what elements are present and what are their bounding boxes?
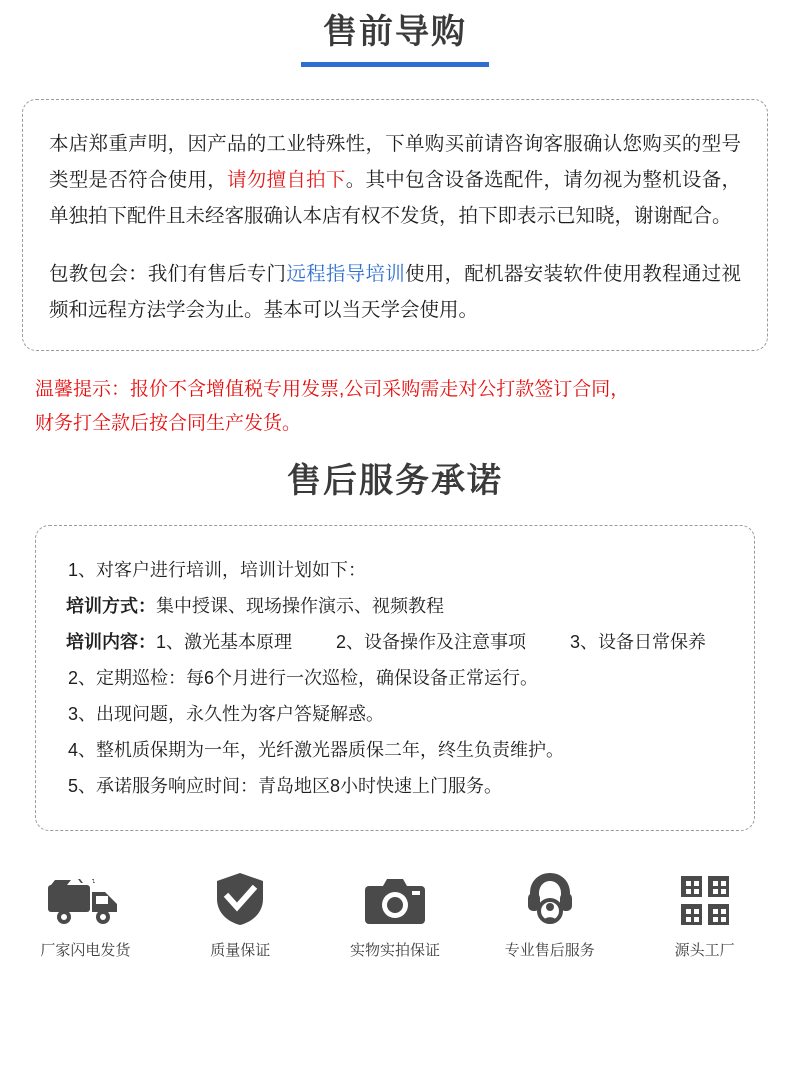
feature-row (0, 865, 790, 960)
factory-icon (649, 865, 760, 927)
aftersale-train-content (66, 624, 728, 660)
presale-p1-highlight: 请勿擅自拍下 (227, 169, 346, 192)
presale-p1-part1: 本店郑重声明，因产品的工业特殊性，下单购买前请咨询客服确认您购买的型号类型是否符合使用， (49, 133, 741, 192)
train-content-2: 2、设备操作及注意事项 (336, 631, 527, 652)
feature-item-shipping (30, 865, 141, 960)
presale-title-underline (301, 62, 489, 67)
warm-tip-label: 温馨提示： (35, 379, 131, 401)
aftersale-train-method (66, 588, 728, 624)
train-content-3: 3、设备日常保养 (570, 631, 707, 652)
feature-item-factory (649, 865, 760, 960)
truck-icon (30, 865, 141, 927)
presale-p1-part2: 。其中包含设备选配件，请勿视为整机设备，单独拍下配件且未经客服确认本店有权不发货，拍下即表示已知晓，谢谢配合。 (49, 169, 741, 228)
camera-icon (340, 865, 451, 927)
feature-item-support (494, 865, 605, 960)
feature-label-factory: 源头工厂 (674, 941, 735, 959)
presale-p2-part2: 使用，配机器安装软件使用教程通过视频和远程方法学会为止。基本可以当天学会使用。 (49, 263, 741, 322)
feature-item-quality (185, 865, 296, 960)
headset-icon (494, 865, 605, 927)
presale-title: 售前导购 (323, 13, 467, 51)
feature-label-photo: 实物实拍保证 (349, 941, 440, 959)
feature-label-quality: 质量保证 (210, 941, 271, 959)
aftersale-item-5: 5、承诺服务响应时间：青岛地区8小时快速上门服务。 (68, 775, 503, 796)
aftersale-box (35, 525, 755, 831)
presale-box (22, 99, 768, 351)
aftersale-title: 售后服务承诺 (287, 462, 503, 501)
aftersale-item-1: 1、对客户进行培训，培训计划如下： (68, 559, 367, 580)
shield-check-icon (185, 865, 296, 927)
presale-paragraph-2 (49, 256, 741, 328)
warm-tip-line-2: 财务打全款后按合同生产发货。 (35, 413, 302, 435)
presale-paragraph-1 (49, 126, 741, 234)
warm-tip (35, 373, 755, 441)
feature-item-photo (340, 865, 451, 960)
feature-label-support: 专业售后服务 (504, 941, 595, 959)
train-method-label: 培训方式： (66, 595, 156, 616)
warm-tip-text-1: 报价不含增值税专用发票,公司采购需走对公打款签订合同， (130, 379, 630, 401)
presale-p2-part1: 包教包会：我们有售后专门 (49, 263, 287, 286)
train-content-1: 1、激光基本原理 (156, 631, 293, 652)
feature-label-shipping: 厂家闪电发货 (40, 941, 131, 959)
presale-p2-highlight: 远程指导培训 (286, 263, 406, 286)
warm-tip-line-1 (35, 373, 755, 407)
train-method-value: 集中授课、现场操作演示、视频教程 (156, 595, 444, 616)
aftersale-item-4: 4、整机质保期为一年，光纤激光器质保二年，终生负责维护。 (68, 739, 565, 760)
aftersale-item-3: 3、出现问题，永久性为客户答疑解惑。 (68, 703, 385, 724)
aftersale-item-2: 2、定期巡检：每6个月进行一次巡检，确保设备正常运行。 (68, 667, 539, 688)
train-content-label: 培训内容： (66, 631, 156, 652)
